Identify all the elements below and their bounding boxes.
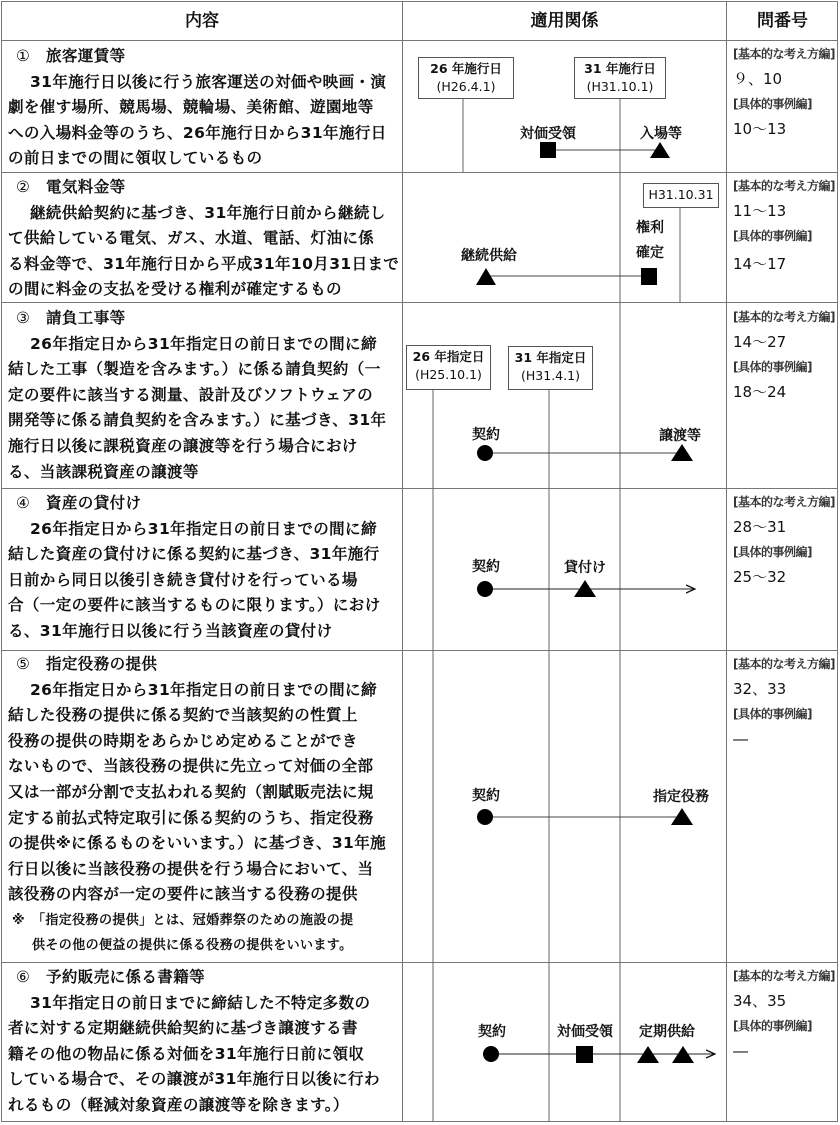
ref-case-label: [具体的事例編] — [733, 229, 812, 243]
circle-marker — [477, 809, 493, 825]
text-line: 結した役務の提供に係る契約で当該契約の性質上 — [8, 706, 358, 725]
date-box-h311031 — [643, 183, 719, 208]
date-box-26-effective — [418, 57, 514, 99]
item-title: 指定役務の提供 — [46, 655, 158, 673]
text-line: 合（一定の要件に該当するものに限ります。）におけ — [8, 596, 381, 615]
label-designated-service: 指定役務 — [653, 789, 709, 805]
text-line: 者に対する定期継続供給契約に基づき譲渡する書 — [8, 1019, 358, 1038]
label-payment-received: 対価受領 — [520, 126, 576, 142]
text-line: て供給している電気、ガス、水道、電話、灯油に係 — [8, 229, 375, 248]
ref-basic-label: [基本的な考え方編] — [733, 179, 835, 193]
text-line: の間に料金の支払を受ける権利が確定するもの — [8, 280, 342, 299]
label-contract: 契約 — [472, 427, 500, 443]
text-line: 結した工事（製造を含みます。）に係る請負契約（一 — [8, 360, 381, 379]
label-contract: 契約 — [472, 559, 500, 575]
date-box-date: (H25.10.1) — [415, 367, 482, 382]
ref-basic: ９、10 — [733, 70, 783, 88]
ref-case-label: [具体的事例編] — [733, 545, 812, 559]
text-line: 行日以後に当該役務の提供を行う場合において、当 — [8, 859, 374, 878]
date-box-31-designated — [508, 346, 593, 390]
label-transfer: 譲渡等 — [659, 428, 701, 444]
square-marker — [540, 142, 556, 158]
label-continuous-supply: 継続供給 — [461, 248, 517, 264]
item-number: ② — [16, 178, 31, 196]
ref-basic-label: [基本的な考え方編] — [733, 969, 835, 983]
label-fixed: 確定 — [636, 245, 664, 261]
square-marker — [641, 268, 657, 285]
ref-case: 18～24 — [733, 383, 787, 401]
text-line: 定する前払式特定取引に係る契約のうち、指定役務 — [8, 808, 374, 827]
label-contract: 契約 — [472, 788, 500, 804]
label-payment-received: 対価受領 — [557, 1024, 613, 1040]
date-box-title: 26 年指定日 — [412, 349, 485, 364]
ref-case: 10～13 — [733, 120, 787, 138]
text-line: 又は一部が分割で支払われる契約（割賦販売法に規 — [8, 782, 374, 801]
date-box-title: 26 年施行日 — [430, 61, 502, 76]
item-number: ⑤ — [16, 655, 31, 673]
ref-basic: 11～13 — [733, 202, 787, 220]
header-question-no: 問番号 — [757, 11, 808, 31]
ref-basic-label: [基本的な考え方編] — [733, 310, 835, 324]
ref-basic: 32、33 — [733, 680, 787, 698]
text-line: の提供※に係るものをいいます。）に基づき、31年施 — [8, 834, 387, 853]
label-right: 権利 — [636, 220, 664, 236]
date-box-title: 31 年指定日 — [514, 350, 587, 365]
footnote-line: 供その他の便益の提供に係る役務の提供をいいます。 — [32, 937, 353, 953]
label-periodic-supply: 定期供給 — [639, 1024, 695, 1040]
text-line: 開発等に係る請負契約を含みます。）に基づき、31年 — [8, 411, 387, 430]
item-number: ⑥ — [16, 968, 31, 986]
item-title: 請負工事等 — [46, 309, 126, 327]
ref-basic-label: [基本的な考え方編] — [733, 495, 835, 509]
label-lending: 貸付け — [564, 560, 606, 576]
ref-case: 14～17 — [733, 255, 787, 273]
header-content: 内容 — [185, 11, 219, 31]
text-line: の前日までの間に領収しているもの — [8, 149, 263, 168]
ref-case-label: [具体的事例編] — [733, 97, 812, 111]
ref-case: 25～32 — [733, 568, 787, 586]
ref-basic-label: [基本的な考え方編] — [733, 657, 835, 671]
item-title: 予約販売に係る書籍等 — [46, 968, 206, 986]
date-box-date: (H26.4.1) — [436, 79, 496, 94]
item-title: 資産の貸付け — [46, 494, 142, 512]
ref-case-label: [具体的事例編] — [733, 707, 812, 721]
text-line: 籍その他の物品に係る対価を31年施行日前に領収 — [8, 1044, 365, 1063]
text-line: 施行日以後に課税資産の譲渡等を行う場合におけ — [8, 436, 358, 455]
text-line: 26年指定日から31年指定日の前日までの間に締 — [30, 519, 377, 538]
item-title: 旅客運賃等 — [46, 47, 126, 65]
item-title: 電気料金等 — [46, 178, 126, 196]
circle-marker — [477, 445, 493, 461]
ref-case-label: [具体的事例編] — [733, 360, 812, 374]
date-box-26-designated — [406, 345, 491, 390]
ref-basic: 28～31 — [733, 518, 787, 536]
label-admission: 入場等 — [640, 126, 682, 142]
text-line: への入場料金等のうち、26年施行日から31年施行日 — [8, 123, 387, 142]
circle-marker — [483, 1046, 499, 1062]
text-line: 26年指定日から31年指定日の前日までの間に締 — [30, 680, 377, 699]
text-line: る、31年施行日以後に行う当該資産の貸付け — [8, 621, 333, 640]
text-line: 劇を催す場所、競馬場、競輪場、美術館、遊園地等 — [8, 98, 374, 117]
text-line: 31年施行日以後に行う旅客運送の対価や映画・演 — [30, 72, 387, 91]
item-number: ④ — [16, 494, 31, 512]
ref-basic-label: [基本的な考え方編] — [733, 47, 835, 61]
ref-case-label: [具体的事例編] — [733, 1019, 812, 1033]
text-line: 日前から同日以後引き続き貸付けを行っている場 — [8, 570, 358, 589]
ref-basic: 34、35 — [733, 992, 787, 1010]
label-contract: 契約 — [478, 1024, 506, 1040]
circle-marker — [477, 581, 493, 597]
text-line: る、当該課税資産の譲渡等 — [8, 462, 199, 481]
ref-case: ― — [733, 730, 748, 748]
date-box-date: (H31.10.1) — [586, 79, 654, 94]
text-line: 役務の提供の時期をあらかじめ定めることができ — [8, 731, 358, 750]
header-relation: 適用関係 — [530, 11, 599, 31]
text-line: 結した資産の貸付けに係る契約に基づき、31年施行 — [8, 545, 380, 564]
text-line: 31年指定日の前日までに締結した不特定多数の — [30, 993, 371, 1012]
text-line: 継続供給契約に基づき、31年施行日前から継続し — [30, 203, 386, 222]
text-line: 該役務の内容が一定の要件に該当する役務の提供 — [8, 885, 358, 904]
text-line: 26年指定日から31年指定日の前日までの間に締 — [30, 334, 377, 353]
footnote-line: ※ 「指定役務の提供」とは、冠婚葬祭のための施設の提 — [12, 912, 354, 928]
text-line: ないもので、当該役務の提供に先立って対価の全部 — [8, 757, 374, 776]
item-number: ③ — [16, 309, 31, 327]
item-number: ① — [16, 47, 31, 65]
square-marker — [576, 1046, 593, 1063]
ref-basic: 14～27 — [733, 333, 787, 351]
text-line: る料金等で、31年施行日から平成31年10月31日まで — [8, 254, 400, 273]
date-box-title: 31 年施行日 — [584, 61, 656, 76]
ref-case: ― — [733, 1042, 748, 1060]
date-box-31-effective — [574, 57, 666, 99]
text-line: れるもの（軽減対象資産の譲渡等を除きます。） — [8, 1095, 349, 1114]
text-line: している場合で、その譲渡が31年施行日以後に行わ — [8, 1070, 380, 1089]
text-line: 定の要件に該当する測量、設計及びソフトウェアの — [8, 385, 374, 404]
date-box-date: H31.10.31 — [648, 187, 714, 202]
date-box-date: (H31.4.1) — [521, 368, 580, 383]
